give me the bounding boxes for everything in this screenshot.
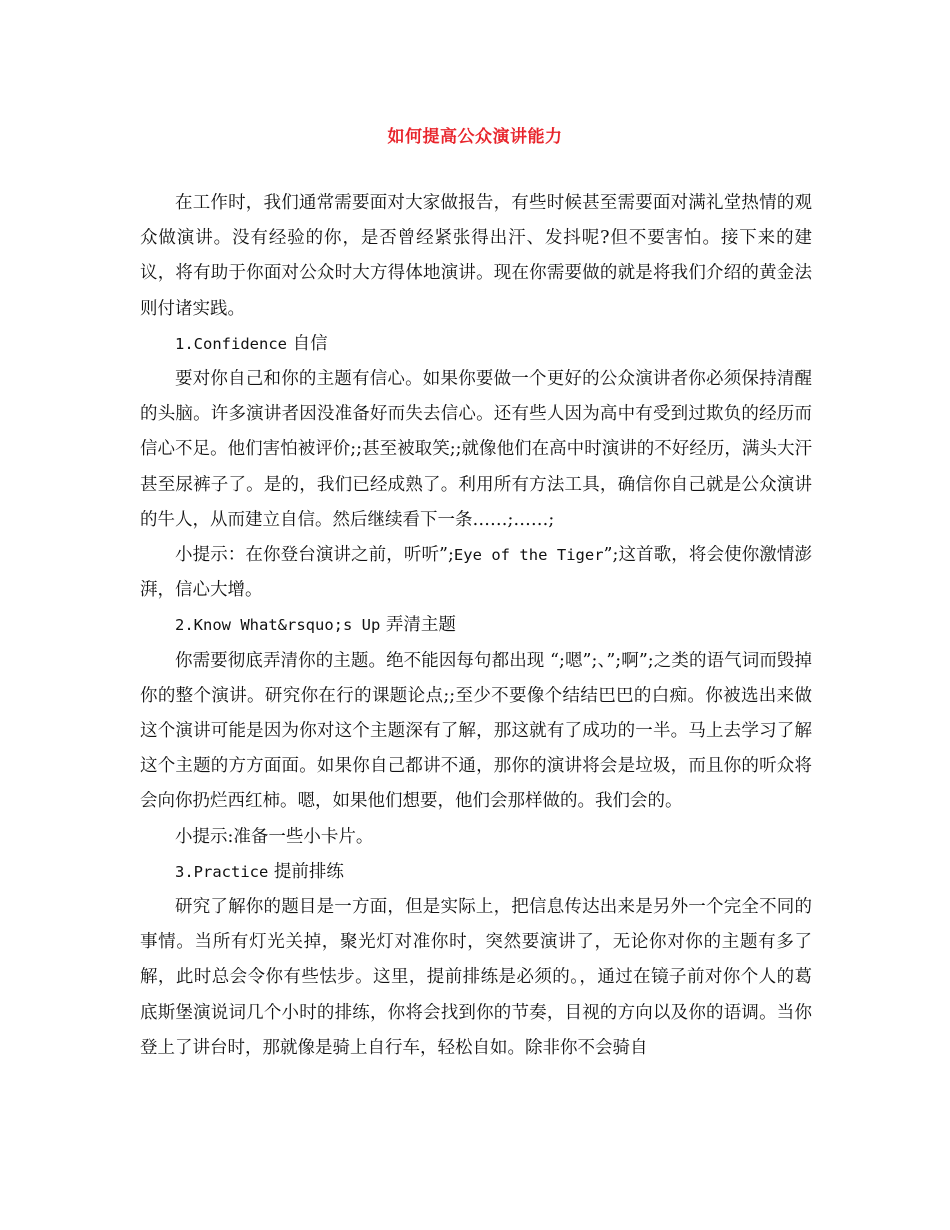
section-heading-practice	[140, 855, 812, 890]
document-body	[140, 186, 812, 1066]
tip-paragraph-2: 小提示:准备一些小卡片。	[175, 826, 374, 847]
document-title: 如何提高公众演讲能力	[387, 127, 563, 147]
section-heading-know-whats-up	[140, 608, 812, 643]
know-topic-paragraph: 你需要彻底弄清你的主题。绝不能因每句都出现 “;嗯”;、”;啊”;之类的语气词而毁掉你的整个演讲。研究你在行的课题论点;;至少不要像个结结巴巴的白痴。你被选出来做这个演讲可能是因为你对这个主题深有了解，那这就有了成功的一半。马上去学习了解这个主题的方方面面。如果你自己都讲不通，那你的演讲将会是垃圾，而且你的听众将会向你扔烂西红柿。嗯，如果他们想要，他们会那样做的。我们会的。	[140, 650, 812, 812]
tip-paragraph-1	[140, 538, 812, 608]
section-heading-confidence	[140, 327, 812, 362]
tip-tail: ”;这首歌，将会使你激情澎湃，信心大增。	[140, 545, 813, 601]
intro-paragraph: 在工作时，我们通常需要面对大家做报告，有些时候甚至需要面对满礼堂热情的观众做演讲。没有经验的你，是否曾经紧张得出汗、发抖呢?但不要害怕。接下来的建议，将有助于你面对公众时大方得体地演讲。现在你需要做的就是将我们介绍的黄金法则付诸实践。	[140, 193, 812, 319]
section-title-zh: 弄清主题	[385, 615, 456, 636]
section-number: 1.	[175, 334, 194, 353]
section-title-en: Know What&rsquo;s Up	[193, 616, 381, 635]
section-title-en: Practice	[193, 862, 269, 881]
section-title-en: Confidence	[193, 334, 287, 353]
section-number: 3.	[175, 862, 194, 881]
song-title: Eye of the Tiger	[453, 546, 604, 565]
section-title-zh: 自信	[292, 333, 328, 354]
tip-lead: 小提示：在你登台演讲之前，听听”;	[175, 545, 454, 566]
section-number: 2.	[175, 616, 194, 635]
confidence-paragraph: 要对你自己和你的主题有信心。如果你要做一个更好的公众演讲者你必须保持清醒的头脑。许多演讲者因没准备好而失去信心。还有些人因为高中有受到过欺负的经历而信心不足。他们害怕被评价;;甚至被取笑;;就像他们在高中时演讲的不好经历，满头大汗甚至尿裤子了。是的，我们已经成熟了。利用所有方法工具，确信你自己就是公众演讲的牛人，从而建立自信。然后继续看下一条……;……;	[140, 369, 812, 530]
section-title-zh: 提前排练	[273, 861, 344, 882]
practice-paragraph: 研究了解你的题目是一方面，但是实际上，把信息传达出来是另外一个完全不同的事情。当所有灯光关掉，聚光灯对准你时，突然要演讲了，无论你对你的主题有多了解，此时总会令你有些怯步。这里，提前排练是必须的。，通过在镜子前对你个人的葛底斯堡演说词几个小时的排练，你将会找到你的节奏，目视的方向以及你的语调。当你登上了讲台时，那就像是骑上自行车，轻松自如。除非你不会骑自	[140, 897, 812, 1058]
